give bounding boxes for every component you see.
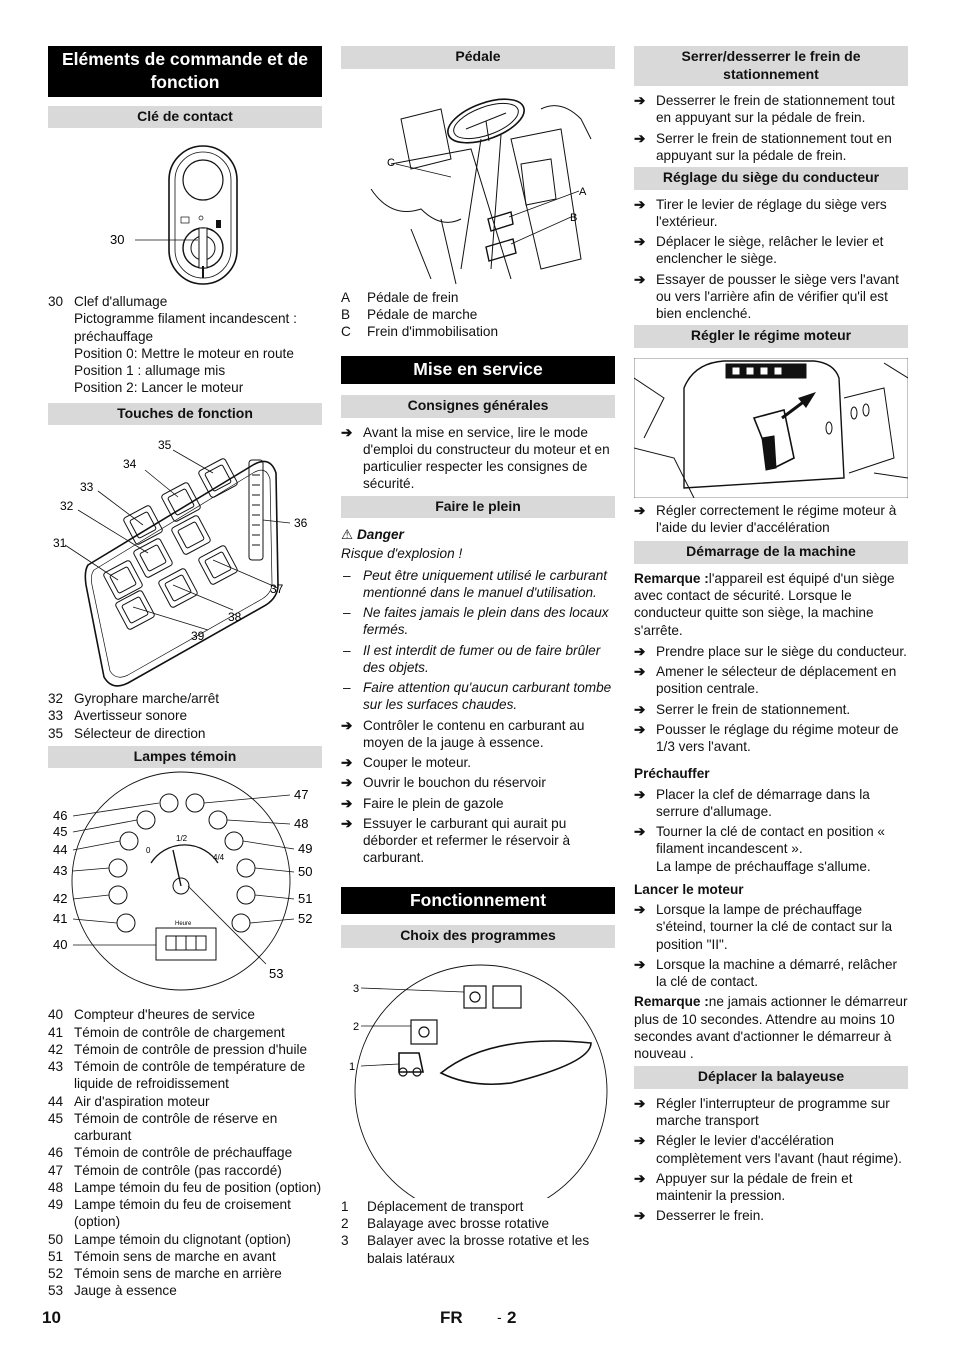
figure-label: 34 [123,457,137,471]
instruction-item [634,1170,908,1205]
instruction-item [634,1132,908,1167]
legend-number: A [341,289,351,305]
instruction-text: Tirer le levier de réglage du siège vers l'extérieur. [656,196,887,229]
figure-label: 43 [53,863,68,879]
legend-item [48,379,322,396]
figure-label: B [570,211,578,224]
figure-label: 52 [298,911,313,927]
move-list [634,1095,908,1225]
legend-number: 53 [48,1283,64,1299]
arrow-icon: ➔ [634,786,646,802]
start-note [634,570,908,639]
legend-item [48,1144,322,1161]
legend-text: Frein d'immobilisation [367,324,499,339]
program-selector-figure [341,948,615,1198]
heading-general: Consignes générales [341,395,615,418]
legend-text: Témoin de contrôle de chargement [74,1024,285,1040]
legend-item [48,1162,322,1179]
arrow-icon: ➔ [634,502,646,518]
heading-parking-brake: Serrer/desserrer le frein de stationnement [634,46,908,86]
launch-note [634,993,908,1062]
legend-text: Lampe témoin du clignotant (option) [74,1231,291,1247]
arrow-icon: ➔ [634,1170,646,1186]
legend-number: 42 [48,1041,64,1057]
start-note-text: l'appareil est équipé d'un siège avec contact de sécurité. Lorsque le conducteur quitte son siège, la machine s'arrête. [634,570,895,638]
legend-item [48,310,322,345]
figure-label: 39 [191,629,205,643]
danger-item [341,679,615,714]
figure-label: Heure [175,921,192,928]
heading-lamps: Lampes témoin [48,746,322,769]
legend-number [48,345,74,362]
figure-label: 50 [298,864,313,880]
legend-text: Témoin de contrôle (pas raccordé) [74,1162,282,1178]
legend-text: Pictogramme filament incandescent : préchauffage [74,311,297,344]
legend-item [48,1093,322,1110]
figure-label: C [387,156,395,169]
heading-key: Clé de contact [48,106,322,129]
instruction-item [634,701,908,718]
danger-list [341,567,615,714]
instruction-item [634,130,908,165]
arrow-icon: ➔ [634,1133,646,1149]
legend-item [48,1006,322,1023]
dash-icon: – [343,567,351,583]
legend-text: Balayer avec la brosse rotative et les balais latéraux [367,1233,590,1266]
dash-icon: – [343,642,351,658]
legend-text: Clef d'allumage [74,294,168,309]
legend-item [341,1198,615,1215]
instruction-text: Lorsque la lampe de préchauffage s'éteind, tourner la clé de contact sur la position "II". [656,902,893,952]
function-keys-figure [48,425,322,690]
ignition-key-figure [48,128,322,293]
instruction-item [341,754,615,771]
figure-label: 36 [294,516,308,530]
figure-label: 4/4 [213,853,225,863]
legend-text: Sélecteur de direction [74,725,206,741]
arrow-icon: ➔ [634,701,646,717]
instruction-item [634,643,908,660]
start-note-label: Remarque : [634,570,709,586]
instruction-text: Régler le levier d'accélération complètement vers l'avant (haut régime). [656,1133,902,1166]
instruction-item [341,717,615,752]
legend-item [48,1110,322,1145]
figure-label: 3 [353,982,360,995]
danger-item-text: Peut être uniquement utilisé le carburant mentionné dans le manuel d'utilisation. [363,567,608,600]
arrow-icon: ➔ [634,1208,646,1224]
legend-text: Lampe témoin du feu de position (option) [74,1179,322,1195]
legend-number: 51 [48,1248,64,1264]
legend-text: Air d'aspiration moteur [74,1093,210,1109]
arrow-icon: ➔ [634,902,646,917]
figure-label: 47 [294,787,309,803]
legend-item [48,690,322,707]
legend-text: Position 0: Mettre le moteur en route [74,345,294,361]
key-legend [48,293,322,397]
footer-separator: - [497,1309,502,1325]
instruction-item [341,815,615,867]
throttle-figure [634,358,908,498]
legend-number: 3 [341,1233,349,1249]
instruction-item [634,233,908,268]
section-title-controls: Eléments de commande et de fonction [48,46,322,97]
figure-label: 35 [158,438,172,452]
figure-label: 1/2 [176,834,188,844]
heading-programs: Choix des programmes [341,925,615,948]
figure-label: 45 [53,824,68,840]
arrow-icon: ➔ [341,775,353,791]
heading-function-keys: Touches de fonction [48,403,322,426]
danger-item [341,604,615,639]
legend-text: Témoin sens de marche en avant [74,1248,276,1264]
figure-label: 49 [298,841,313,857]
instruction-text: Contrôler le contenu en carburant au moyen de la jauge à essence. [363,717,585,750]
figure-label: 31 [53,536,67,550]
legend-number: 47 [48,1162,64,1178]
instruction-item [634,1207,908,1224]
preheat-label: Préchauffer [634,766,710,782]
launch-note-label: Remarque : [634,994,709,1010]
instruction-text: Amener le sélecteur de déplacement en position centrale. [656,664,897,697]
arrow-icon: ➔ [634,824,646,839]
legend-number: 45 [48,1110,64,1126]
legend-item [341,1215,615,1232]
heading-pedal: Pédale [341,46,615,69]
figure-label: 40 [53,937,68,953]
preheat-list [634,786,908,858]
arrow-icon: ➔ [634,721,646,737]
instruction-item [634,271,908,323]
figure-label: 41 [53,911,68,927]
launch-label: Lancer le moteur [634,881,744,897]
legend-item [48,1196,322,1231]
legend-number: 30 [48,294,64,309]
arrow-icon: ➔ [634,664,646,679]
legend-text: Témoin de contrôle de réserve en carburant [74,1110,278,1143]
seat-list [634,196,908,323]
pedal-figure [341,69,615,289]
programs-legend [341,1198,615,1267]
legend-text: Gyrophare marche/arrêt [74,691,220,706]
legend-number: 48 [48,1179,64,1195]
launch-note-text: ne jamais actionner le démarreur plus de 10 secondes. Attendre au moins 10 secondes avant d'actionner le démarreur à nouveau . [634,994,908,1061]
arrow-icon: ➔ [634,956,646,972]
figure-label: 32 [60,499,74,513]
instruction-item [634,786,908,821]
legend-text: Jauge à essence [74,1283,177,1299]
instruction-text: Déplacer le siège, relâcher le levier et enclencher le siège. [656,234,884,267]
instruction-item [634,502,908,537]
legend-text: Témoin de contrôle de pression d'huile [74,1041,308,1057]
instruction-text: Régler l'interrupteur de programme sur marche transport [656,1095,890,1128]
column-2 [341,46,615,1267]
danger-text: Risque d'explosion ! [341,546,463,562]
figure-label: 33 [80,480,94,494]
legend-number: 33 [48,708,64,724]
warning-lamps-figure [48,768,322,1006]
legend-item [341,289,615,306]
instruction-item [341,424,615,493]
legend-text: Lampe témoin du feu de croisement (option) [74,1197,291,1230]
instruction-item [634,196,908,231]
heading-move: Déplacer la balayeuse [634,1066,908,1089]
arrow-icon: ➔ [341,755,353,770]
lamps-legend [48,1006,322,1299]
danger-item-text: Ne faites jamais le plein dans des locaux fermés. [363,605,609,638]
legend-text: Balayage avec brosse rotative [367,1216,550,1231]
legend-text: Pédale de frein [367,289,459,305]
instruction-item [634,92,908,127]
legend-text: Témoin de contrôle de préchauffage [74,1145,293,1161]
instruction-item [634,663,908,698]
legend-number: 43 [48,1059,64,1074]
dash-icon: – [343,605,351,620]
instruction-item [634,1095,908,1130]
legend-text: Témoin de contrôle de température de liquide de refroidissement [74,1059,306,1092]
regime-list [634,502,908,537]
instruction-text: Essuyer le carburant qui aurait pu déborder et refermer le réservoir à carburant. [363,815,571,866]
section-number: 2 [507,1308,517,1327]
danger-item-text: Faire attention qu'aucun carburant tombe sur les surfaces chaudes. [363,680,612,713]
section-title-operation: Fonctionnement [341,887,615,915]
instruction-item [634,901,908,953]
arrow-icon: ➔ [341,795,353,811]
section-title-service: Mise en service [341,356,615,384]
pedal-legend [341,289,615,341]
instruction-text: Essayer de pousser le siège vers l'avant ou vers l'arrière afin de vérifier qu'il est bien enclenché. [656,271,899,321]
instruction-item [341,774,615,791]
figure-label: 37 [270,582,284,596]
danger-item [341,567,615,602]
start-list [634,643,908,756]
instruction-text: Pousser le réglage du régime moteur de 1/3 vers l'avant. [656,721,899,754]
legend-text: Avertisseur sonore [74,708,188,724]
legend-item [48,1058,322,1093]
legend-item [48,1179,322,1196]
legend-item [341,1232,615,1267]
instruction-text: Tourner la clé de contact en position « filament incandescent ». [656,824,885,857]
launch-list [634,901,908,990]
legend-number: 44 [48,1093,64,1109]
legend-number [48,362,74,379]
instruction-text: Ouvrir le bouchon du réservoir [363,775,546,791]
dash-icon: – [343,680,351,695]
legend-number: 1 [341,1198,349,1214]
legend-item [48,1231,322,1248]
brake-list [634,92,908,164]
legend-number: 46 [48,1145,64,1161]
figure-label: 0 [146,846,151,856]
arrow-icon: ➔ [634,271,646,287]
warning-triangle-icon: ⚠ [341,527,354,542]
figure-label: 38 [228,610,242,624]
legend-item [48,362,322,379]
legend-item [48,345,322,362]
legend-text: Témoin sens de marche en arrière [74,1266,282,1281]
danger-label: Danger [356,527,404,542]
arrow-icon: ➔ [634,196,646,212]
legend-item [341,323,615,340]
legend-number: 49 [48,1197,64,1212]
danger-item [341,642,615,677]
figure-label: 46 [53,808,68,824]
heading-fuel: Faire le plein [341,496,615,519]
legend-number [48,310,74,345]
legend-number: 52 [48,1266,64,1281]
figure-label: 42 [53,891,68,907]
figure-label: A [579,185,587,198]
figure-label: 51 [298,891,313,907]
instruction-item [341,795,615,812]
function-legend [48,690,322,742]
instruction-item [634,823,908,858]
figure-label: 53 [269,966,284,982]
legend-number: C [341,324,351,339]
arrow-icon: ➔ [341,815,353,831]
instruction-item [634,721,908,756]
general-list [341,424,615,493]
legend-number: B [341,306,351,322]
arrow-icon: ➔ [341,424,353,440]
danger-item-text: Il est interdit de fumer ou de faire brûler des objets. [363,642,601,675]
instruction-text: Avant la mise en service, lire le mode d'emploi du constructeur du moteur et en particulier respecter les consignes de sécurité. [363,424,610,492]
instruction-text: Régler correctement le régime moteur à l'aide du levier d'accélération [656,502,897,535]
column-1 [48,46,322,1300]
instruction-text: Serrer le frein de stationnement. [656,701,851,717]
instruction-text: Desserrer le frein de stationnement tout en appuyant sur la pédale de frein. [656,93,895,126]
legend-number: 2 [341,1216,349,1231]
arrow-icon: ➔ [341,717,353,733]
column-3 [634,46,908,1228]
instruction-text: Appuyer sur la pédale de frein et maintenir la pression. [656,1170,853,1203]
legend-item [48,707,322,724]
instruction-item [634,956,908,991]
legend-text: Compteur d'heures de service [74,1007,255,1023]
legend-number: 32 [48,691,64,706]
legend-text: Pédale de marche [367,306,478,322]
instruction-text: Serrer le frein de stationnement tout en appuyant sur la pédale de frein. [656,130,892,163]
arrow-icon: ➔ [634,1095,646,1111]
figure-label: 48 [294,816,309,832]
legend-item [48,293,322,310]
legend-item [341,306,615,323]
legend-item [48,1248,322,1265]
fuel-list [341,717,615,867]
heading-regime: Régler le régime moteur [634,325,908,348]
instruction-text: Couper le moteur. [363,755,472,770]
arrow-icon: ➔ [634,234,646,249]
danger-title [341,526,615,543]
legend-text: Position 1 : allumage mis [74,363,226,378]
key-fig-label: 30 [110,232,125,247]
instruction-text: Lorsque la machine a démarré, relâcher la clé de contact. [656,956,898,989]
figure-label: 44 [53,842,68,858]
page-number: 10 [42,1308,61,1327]
figure-label: 1 [349,1060,356,1073]
arrow-icon: ➔ [634,130,646,146]
legend-number: 50 [48,1231,64,1247]
legend-item [48,725,322,742]
arrow-icon: ➔ [634,93,646,108]
legend-number: 35 [48,725,64,741]
instruction-text: Prendre place sur le siège du conducteur. [656,643,907,659]
heading-start: Démarrage de la machine [634,541,908,564]
instruction-text: Placer la clef de démarrage dans la serrure d'allumage. [656,786,870,819]
figure-label: 2 [353,1020,360,1033]
legend-item [48,1024,322,1041]
legend-item [48,1282,322,1299]
preheat-after: La lampe de préchauffage s'allume. [656,858,871,874]
instruction-text: Faire le plein de gazole [363,795,504,811]
legend-number: 40 [48,1007,64,1023]
instruction-text: Desserrer le frein. [656,1208,765,1224]
legend-text: Déplacement de transport [367,1198,524,1214]
language-code: FR [440,1308,463,1327]
legend-text: Position 2: Lancer le moteur [74,380,244,396]
legend-number: 41 [48,1024,64,1040]
legend-item [48,1041,322,1058]
heading-seat: Réglage du siège du conducteur [634,167,908,190]
legend-number [48,379,74,396]
legend-item [48,1265,322,1282]
arrow-icon: ➔ [634,643,646,659]
